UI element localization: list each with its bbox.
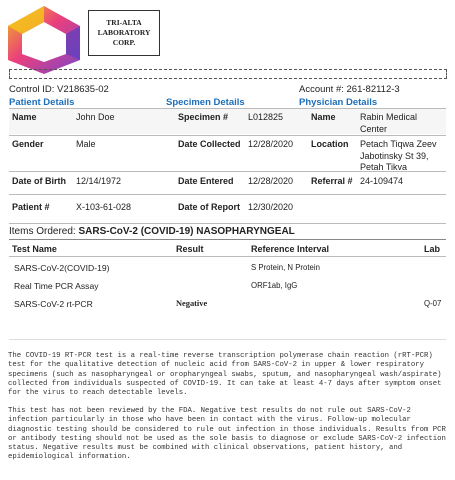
gender-label: Gender: [12, 139, 44, 149]
lab-name-line-2: LABORATORY: [97, 28, 151, 37]
physician-name: Rabin Medical Center: [360, 112, 418, 134]
col-test-name: Test Name: [12, 244, 57, 254]
account-number: Account #: 261-82112-3: [299, 84, 400, 95]
patient-name: John Doe: [76, 112, 115, 122]
section-patient-details: Patient Details: [9, 97, 75, 108]
divider: [9, 194, 446, 195]
note-paragraph-1: The COVID-19 RT-PCR test is a real-time reverse transcription polymerase chain reaction (rRT-PCR) test for the qualitative detection of nucleic acid from SARS-CoV-2 in upper & lower respiratory specimens (such as nasopharyngeal or oropharyngeal swabs, sputum, and nasopharyngeal wash/aspirate) collected from individuals suspected of COVID-19. It can take at least 4-7 days after symptom onset for the virus to reach detectable levels.: [8, 352, 442, 398]
date-entered: 12/28/2020: [248, 176, 294, 186]
divider: [9, 135, 446, 136]
items-ordered-prefix: Items Ordered:: [9, 226, 79, 237]
divider: [9, 256, 446, 257]
items-ordered-title: SARS-CoV-2 (COVID-19) NASOPHARYNGEAL: [78, 226, 295, 237]
table-row-test: Real Time PCR Assay: [14, 281, 99, 291]
table-row-result: Negative: [176, 299, 208, 308]
gender: Male: [76, 139, 96, 149]
patient-name-label: Name: [12, 112, 37, 122]
divider: [9, 171, 446, 172]
physician-name-label: Name: [311, 112, 336, 122]
col-lab: Lab: [424, 244, 441, 254]
lab-name-box: [88, 10, 160, 56]
lab-name-line-3: CORP.: [112, 38, 136, 47]
control-id: Control ID: V218635-02: [9, 84, 109, 95]
date-collected-label: Date Collected: [178, 139, 241, 149]
date-of-report: 12/30/2020: [248, 202, 294, 212]
lab-name-line-1: TRI-ALTA: [106, 18, 142, 27]
divider: [9, 239, 446, 240]
table-row-lab: Q-07: [424, 299, 442, 308]
divider: [9, 223, 446, 224]
table-row-reference: ORF1ab, IgG: [251, 281, 298, 290]
col-result: Result: [176, 244, 204, 254]
section-physician-details: Physician Details: [299, 97, 378, 108]
table-row-reference: S Protein, N Protein: [251, 263, 320, 272]
dob-label: Date of Birth: [12, 176, 66, 186]
lab-logo: [4, 4, 84, 76]
col-reference-interval: Reference Interval: [251, 244, 330, 254]
note-paragraph-2: This test has not been reviewed by the FDA. Negative test results do not rule out SARS-CoV-2 infection particularly in those who have been in contact with the virus. Follow-up molecular diagnostic testing should be considered to rule out infection in those individuals. Results from PCR or antibody testing should not be used as the sole basis to diagnose or exclude SARS-CoV-2 infection status. Negative results must be combined with clinical observations, patient history, and epidemiological information.: [8, 407, 446, 462]
referral-number: 24-109474: [360, 176, 404, 186]
location: Petach Tiqwa Zeev Jabotinsky St 39, Petah Tikva: [360, 139, 437, 172]
specimen-number: L012825: [248, 112, 284, 122]
date-entered-label: Date Entered: [178, 176, 234, 186]
referral-label: Referral #: [311, 176, 353, 186]
section-specimen-details: Specimen Details: [166, 97, 245, 108]
dob: 12/14/1972: [76, 176, 122, 186]
specimen-number-label: Specimen #: [178, 112, 229, 122]
table-row-test: SARS-CoV-2 rt-PCR: [14, 299, 93, 309]
date-collected: 12/28/2020: [248, 139, 294, 149]
items-ordered: [9, 226, 295, 237]
patient-number-label: Patient #: [12, 202, 50, 212]
date-of-report-label: Date of Report: [178, 202, 241, 212]
table-row-test: SARS-CoV-2(COVID-19): [14, 263, 110, 273]
divider: [9, 339, 446, 340]
patient-number: X-103-61-028: [76, 202, 132, 212]
location-label: Location: [311, 139, 349, 149]
dotted-banner: [9, 69, 447, 79]
